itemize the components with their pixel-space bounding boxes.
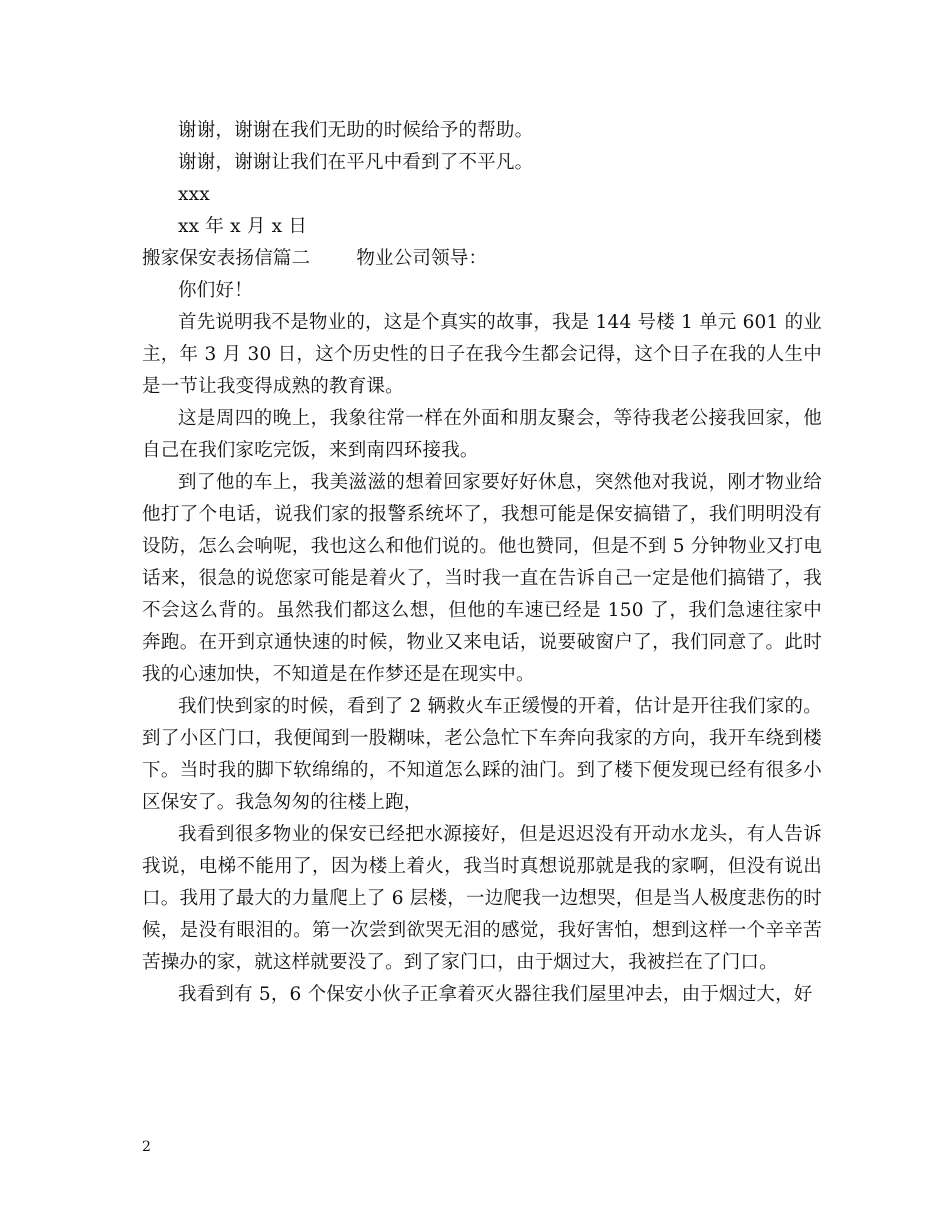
thanks-line-2: 谢谢，谢谢让我们在平凡中看到了不平凡。	[178, 152, 534, 173]
signature: xxx	[178, 184, 210, 205]
document-page	[142, 115, 822, 1011]
body-paragraph-1: 首先说明我不是物业的，这是个真实的故事，我是 144 号楼 1 单元 601 的业主，年 3 月 30 日，这个历史性的日子在我今生都会记得，这个日子在我的人生中是一节让我变得成熟的教育课。	[142, 312, 822, 397]
letter-date: xx 年 x 月 x 日	[178, 216, 308, 237]
body-paragraph-3: 到了他的车上，我美滋滋的想着回家要好好休息，突然他对我说，刚才物业给他打了个电话，说我们家的报警系统坏了，我想可能是保安搞错了，我们明明没有设防，怎么会响呢，我也这么和他们说的。他也赞同，但是不到 5 分钟物业又打电话来，很急的说您家可能是着火了，当时我一直在告诉自己一定是他们搞错了，我不会这么背的。虽然我们都这么想，但他的车速已经是 150 了，我们急速往家中奔跑。在开到京通快速的时候，物业又来电话，说要破窗户了，我们同意了。此时我的心速加快，不知道是在作梦还是在现实中。	[142, 472, 822, 685]
body-paragraph-5: 我看到很多物业的保安已经把水源接好，但是迟迟没有开动水龙头，有人告诉我说，电梯不能用了，因为楼上着火，我当时真想说那就是我的家啊，但没有说出口。我用了最大的力量爬上了 6 层楼，一边爬我一边想哭，但是当人极度悲伤的时候，是没有眼泪的。第一次尝到欲哭无泪的感觉，我好害怕，想到这样一个辛辛苦苦操办的家，就这样就要没了。到了家门口，由于烟过大，我被拦在了门口。	[142, 824, 822, 973]
body-paragraph-2: 这是周四的晚上，我象往常一样在外面和朋友聚会，等待我老公接我回家，他自己在我们家吃完饭，来到南四环接我。	[142, 408, 822, 461]
letter-recipient: 物业公司领导：	[356, 248, 488, 269]
body-paragraph-6: 我看到有 5，6 个保安小伙子正拿着灭火器往我们屋里冲去，由于烟过大，好	[178, 984, 813, 1005]
page-number: 2	[142, 1139, 151, 1155]
letter-greeting: 你们好！	[178, 280, 253, 301]
letter-title: 搬家保安表扬信篇二	[142, 248, 311, 269]
thanks-line-1: 谢谢，谢谢在我们无助的时候给予的帮助。	[178, 120, 534, 141]
letter-heading	[142, 243, 822, 275]
body-paragraph-4: 我们快到家的时候，看到了 2 辆救火车正缓慢的开着，估计是开往我们家的。到了小区门口，我便闻到一股糊味，老公急忙下车奔向我家的方向，我开车绕到楼下。当时我的脚下软绵绵的，不知道怎么踩的油门。到了楼下便发现已经有很多小区保安了。我急匆匆的往楼上跑，	[142, 696, 822, 813]
